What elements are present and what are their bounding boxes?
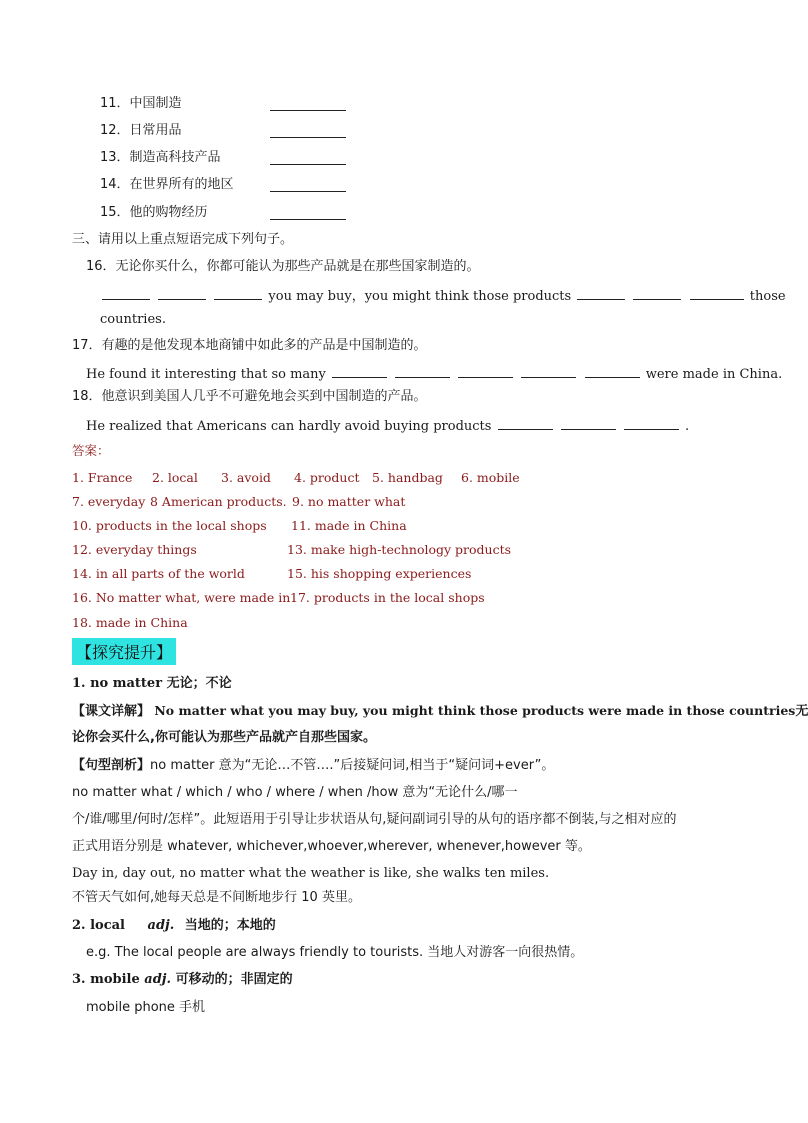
answer: 8 American products. — [150, 494, 287, 509]
q16-english — [100, 285, 786, 306]
answer-blank[interactable] — [158, 285, 206, 300]
point-2-title — [72, 917, 276, 935]
detail-chinese: 无 — [795, 704, 808, 719]
item-number: 15． — [100, 205, 130, 220]
answer-blank[interactable] — [270, 96, 346, 111]
answer: 2. local — [152, 470, 198, 485]
answer-blank[interactable] — [585, 363, 640, 378]
item-number: 11． — [100, 96, 130, 111]
part-of-speech: adj. — [144, 972, 172, 987]
part-of-speech: adj. — [147, 918, 175, 933]
answer: 13. make high-technology products — [287, 542, 512, 557]
point-1-line: 个/谁/哪里/何时/怎样”。此短语用于引导让步状语从句,疑问副词引导的从句的语序都不倒装,与之相对应的 — [72, 812, 677, 827]
point-3-title — [72, 971, 293, 989]
answer: 10. products in the local shops — [72, 518, 267, 533]
point-1-line: 正式用语分别是 whatever, whichever,whoever,wherever, whenever,however 等。 — [72, 839, 591, 854]
answer-blank[interactable] — [624, 415, 679, 430]
point-2-example: e.g. The local people are always friendly to tourists. 当地人对游客一向很热情。 — [86, 945, 584, 960]
point-1-title — [72, 675, 232, 693]
item-number: 14． — [100, 177, 130, 192]
answer: 15. his shopping experiences — [287, 566, 472, 581]
answer-blank[interactable] — [690, 285, 744, 300]
point-1-analysis — [72, 757, 554, 775]
analysis-label: 【句型剖析】 — [72, 758, 151, 773]
q17-chinese: 17．有趣的是他发现本地商铺中如此多的产品是中国制造的。 — [72, 338, 427, 353]
q18-start-text: He realized that Americans can hardly avoid buying products — [86, 419, 492, 434]
explore-banner: 【探究提升】 — [72, 638, 176, 665]
analysis-text: no matter 意为“无论…不管….”后接疑问词,相当于“疑问词+ever”。 — [150, 758, 555, 773]
answer-blank[interactable] — [577, 285, 625, 300]
answer: 11. made in China — [291, 518, 407, 533]
point-2-meaning: 当地的；本地的 — [184, 918, 276, 933]
point-1-word: 1. no matter — [72, 676, 163, 691]
answer-blank[interactable] — [102, 285, 150, 300]
answer-blank[interactable] — [270, 123, 346, 138]
item-text: 在世界所有的地区 — [129, 177, 234, 192]
q18-english — [86, 415, 689, 436]
answer-blank[interactable] — [332, 363, 387, 378]
item-text: 制造高科技产品 — [129, 150, 221, 165]
answer-blank[interactable] — [395, 363, 450, 378]
item-text: 中国制造 — [129, 96, 182, 111]
point-3-example: mobile phone 手机 — [86, 1000, 206, 1015]
q16-continuation: countries. — [100, 312, 166, 327]
point-2-word: 2. local — [72, 918, 125, 933]
answer-blank[interactable] — [270, 150, 346, 165]
answer: 1. France — [72, 470, 133, 485]
section-3-title: 三、请用以上重点短语完成下列句子。 — [72, 232, 294, 247]
answer: 12. everyday things — [72, 542, 197, 557]
q17-end-text: were made in China. — [645, 367, 783, 382]
point-3-word: 3. mobile — [72, 972, 140, 987]
answer: 9. no matter what — [292, 494, 406, 509]
answer-blank[interactable] — [521, 363, 576, 378]
item-number: 12． — [100, 123, 130, 138]
item-text: 日常用品 — [129, 123, 182, 138]
point-1-meaning: 无论；不论 — [166, 676, 232, 691]
answer-blank[interactable] — [270, 205, 346, 220]
item-text: 他的购物经历 — [129, 205, 208, 220]
answers-label: 答案： — [72, 443, 110, 458]
vocab-item-15 — [100, 204, 208, 222]
answer-blank[interactable] — [214, 285, 262, 300]
vocab-item-12 — [100, 122, 182, 140]
answer: 5. handbag — [372, 470, 443, 485]
answer-blank[interactable] — [498, 415, 553, 430]
answer-blank[interactable] — [561, 415, 616, 430]
vocab-item-11 — [100, 95, 182, 113]
vocab-item-14 — [100, 176, 234, 194]
point-1-detail-cont: 论你会买什么,你可能认为那些产品就产自那些国家。 — [72, 730, 376, 745]
answer: 6. mobile — [461, 470, 520, 485]
answer: 17. products in the local shops — [290, 590, 485, 605]
vocab-item-13 — [100, 149, 221, 167]
answer-blank[interactable] — [633, 285, 681, 300]
point-3-meaning: 可移动的；非固定的 — [175, 972, 293, 987]
item-number: 13． — [100, 150, 130, 165]
answer: 3. avoid — [221, 470, 271, 485]
point-1-detail — [72, 702, 808, 721]
point-1-example-en: Day in, day out, no matter what the weather is like, she walks ten miles. — [72, 866, 550, 881]
q18-chinese: 18．他意识到美国人几乎不可避免地会买到中国制造的产品。 — [72, 389, 427, 404]
answer: 4. product — [294, 470, 360, 485]
answer-blank[interactable] — [458, 363, 513, 378]
detail-english: No matter what you may buy, you might think those products were made in those countries — [154, 703, 796, 718]
answer: 7. everyday — [72, 494, 146, 509]
q17-start-text: He found it interesting that so many — [86, 367, 326, 382]
q18-end-text: . — [685, 419, 690, 434]
q16-chinese: 16．无论你买什么，你都可能认为那些产品就是在那些国家制造的。 — [86, 259, 480, 274]
answer: 14. in all parts of the world — [72, 566, 245, 581]
answer: 18. made in China — [72, 615, 188, 630]
answer: 16. No matter what, were made in — [72, 590, 291, 605]
q17-english — [86, 363, 782, 384]
detail-label: 【课文详解】 — [72, 704, 151, 719]
answer-blank[interactable] — [270, 177, 346, 192]
point-1-line: no matter what / which / who / where / when /how 意为“无论什么/哪一 — [72, 785, 518, 800]
point-1-example-cn: 不管天气如何,她每天总是不间断地步行 10 英里。 — [72, 890, 361, 905]
q16-mid-text: you may buy，you might think those products — [268, 289, 572, 304]
q16-end-text: those — [749, 289, 786, 304]
